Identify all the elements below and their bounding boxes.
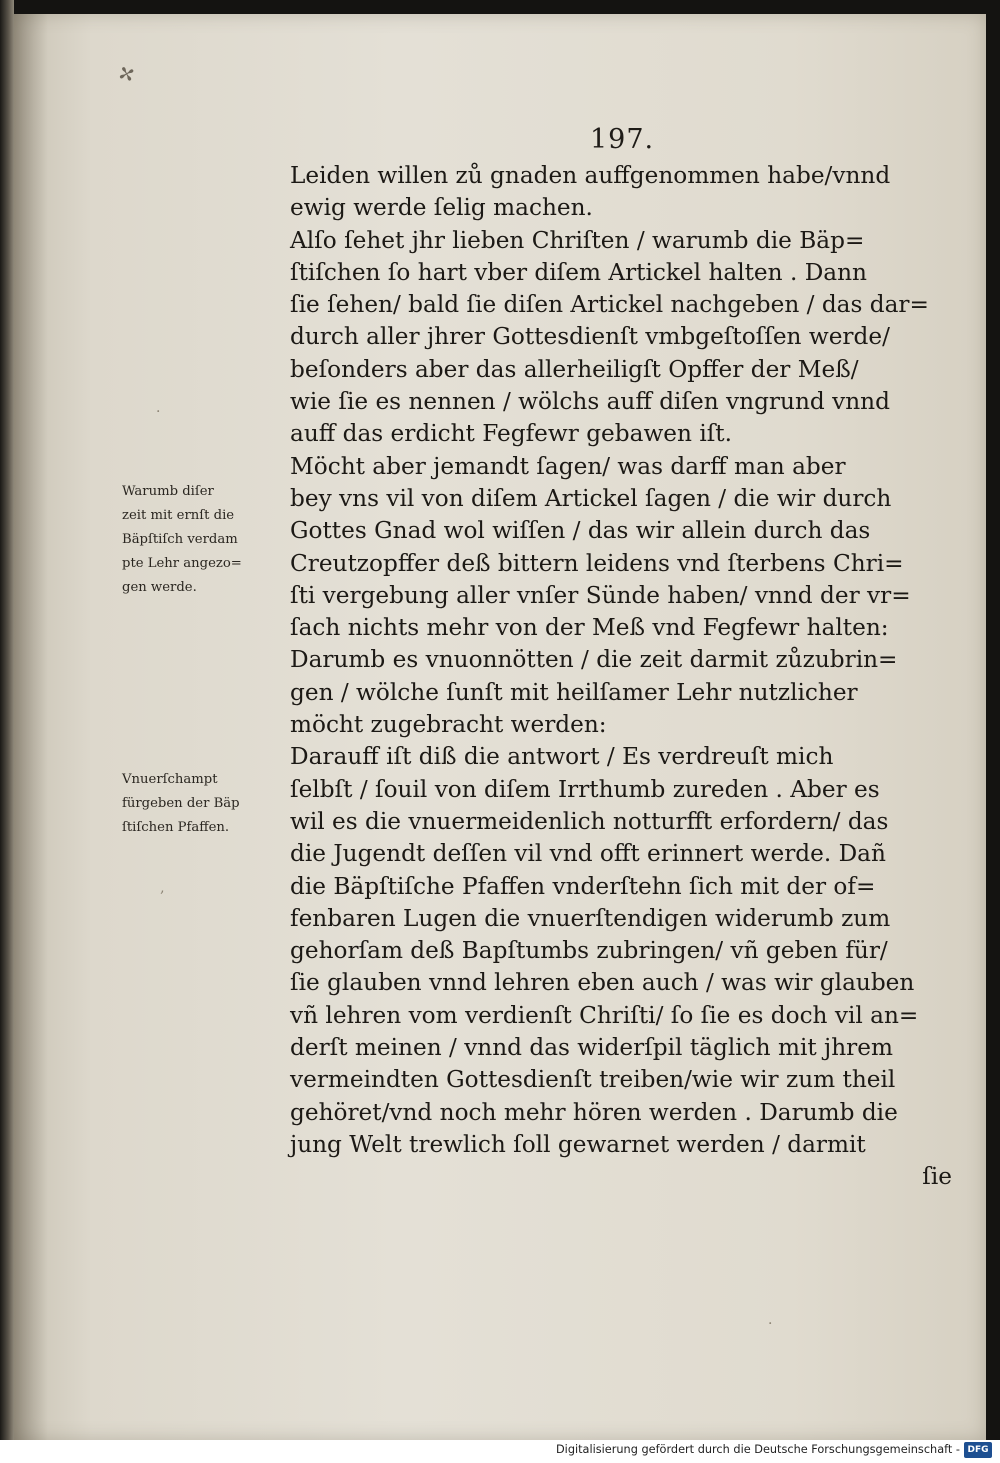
text-line: die Bäpſtiſche Pfaffen vnderſtehn ſich mit der of= bbox=[290, 872, 876, 900]
page-number: 197. bbox=[590, 124, 655, 155]
text-line: auff das erdicht Fegfewr gebawen iſt. bbox=[290, 420, 732, 448]
text-line: ſie bbox=[922, 1163, 952, 1191]
text-line: wie ſie es nennen / wölchs auff diſen vngrund vnnd bbox=[290, 388, 890, 416]
dfg-logo-icon: DFG bbox=[964, 1442, 992, 1458]
binding-edge bbox=[0, 0, 14, 1440]
text-line: Möcht aber jemandt ſagen/ was darff man aber bbox=[290, 452, 846, 480]
marginal-note-line: gen werde. bbox=[122, 580, 197, 595]
text-line: Darumb es vnuonnötten / die zeit darmit zůzubrin= bbox=[290, 646, 898, 674]
text-line: fenbaren Lugen die vnuerſtendigen widerumb zum bbox=[290, 904, 891, 932]
text-line: ſie ſehen/ bald ſie diſen Artickel nachgeben / das dar= bbox=[290, 291, 929, 319]
text-line: ſach nichts mehr von der Meß vnd Fegfewr halten: bbox=[290, 614, 889, 642]
marginal-note-line: Bäpſtiſch verdam bbox=[122, 532, 238, 547]
text-line: ſie glauben vnnd lehren eben auch / was wir glauben bbox=[290, 969, 915, 997]
digitization-footer bbox=[0, 1440, 1000, 1463]
corner-mark-icon: ✢ bbox=[111, 60, 141, 88]
text-line: beſonders aber das allerheiligſt Opffer der Meß/ bbox=[290, 355, 859, 383]
text-line: gehorſam deß Bapſtumbs zubringen/ vñ geben für/ bbox=[290, 937, 888, 965]
marginal-note-line: Warumb diſer bbox=[122, 484, 214, 499]
text-line: derſt meinen / vnnd das widerſpil täglich mit jhrem bbox=[290, 1034, 893, 1062]
text-line: gen / wölche ſunſt mit heilſamer Lehr nutzlicher bbox=[290, 678, 858, 706]
page-speck: · bbox=[768, 1316, 773, 1332]
text-line: ſtiſchen ſo hart vber diſem Artickel halten . Dann bbox=[290, 258, 867, 286]
text-line: bey vns vil von diſem Artickel ſagen / die wir durch bbox=[290, 484, 892, 512]
main-text-block bbox=[290, 160, 960, 1194]
text-line: Leiden willen zů gnaden auffgenommen habe/vnnd bbox=[290, 162, 891, 189]
page-speck: ‚ bbox=[160, 880, 165, 896]
marginal-note bbox=[122, 768, 282, 840]
text-line: gehöret/vnd noch mehr hören werden . Darumb die bbox=[290, 1098, 898, 1126]
page-speck: · bbox=[156, 404, 161, 420]
marginal-note-line: Vnuerſchampt bbox=[122, 772, 218, 787]
text-line: möcht zugebracht werden: bbox=[290, 711, 607, 739]
text-line: Darauff iſt diß die antwort / Es verdreuſt mich bbox=[290, 743, 834, 771]
text-line: durch aller jhrer Gottesdienſt vmbgeſtoſſen werde/ bbox=[290, 323, 890, 351]
text-line: die Jugendt deſſen vil vnd offt erinnert werde. Dañ bbox=[290, 840, 886, 868]
marginal-note-line: pte Lehr angezo= bbox=[122, 556, 242, 571]
marginal-note-line: zeit mit ernſt die bbox=[122, 508, 235, 523]
marginal-note-line: fürgeben der Bäp bbox=[122, 796, 240, 811]
text-line: jung Welt trewlich ſoll gewarnet werden / darmit bbox=[290, 1130, 866, 1158]
text-line: ſelbſt / ſouil von diſem Irrthumb zureden . Aber es bbox=[290, 775, 880, 803]
text-line: ſti vergebung aller vnſer Sünde haben/ vnnd der vr= bbox=[290, 581, 911, 609]
text-line: wil es die vnuermeidenlich notturfft erfordern/ das bbox=[290, 807, 889, 835]
text-line: vermeindten Gottesdienſt treiben/wie wir zum theil bbox=[290, 1066, 896, 1094]
text-line: vñ lehren vom verdienſt Chriſti/ ſo ſie es doch vil an= bbox=[290, 1001, 919, 1029]
text-line: Gottes Gnad wol wiſſen / das wir allein durch das bbox=[290, 517, 871, 545]
marginal-note-line: ſtiſchen Pfaffen. bbox=[122, 820, 230, 835]
funding-credit: Digitalisierung gefördert durch die Deutsche Forschungsgemeinschaft - bbox=[555, 1443, 960, 1456]
text-line: ewig werde ſelig machen. bbox=[290, 194, 593, 222]
text-line: Alſo ſehet jhr lieben Chriſten / warumb die Bäp= bbox=[290, 226, 865, 254]
gutter-shadow bbox=[14, 14, 48, 1440]
text-line: Creutzopffer deß bittern leidens vnd ſterbens Chri= bbox=[290, 549, 904, 577]
marginal-note bbox=[122, 480, 282, 600]
